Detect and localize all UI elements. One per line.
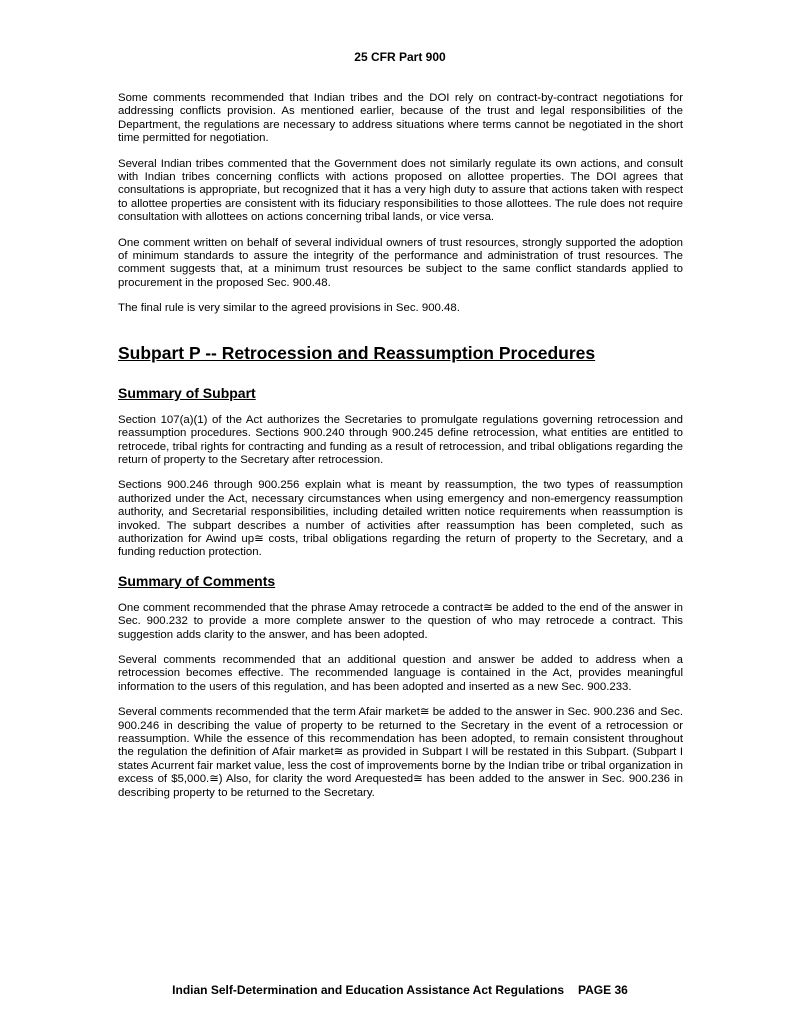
summary-of-comments-heading: Summary of Comments	[118, 572, 276, 589]
paragraph: Some comments recommended that Indian tribes and the DOI rely on contract-by-contract negotiations for addressing conflicts provision. As mentioned earlier, because of the trust and legal responsibilities of the Department, the regulations are necessary to address situations where terms cannot be negotiated in the short time permitted for negotiation.	[118, 92, 683, 145]
document-body	[118, 92, 683, 812]
page-footer	[0, 983, 800, 997]
paragraph: One comment recommended that the phrase Amay retrocede a contract≅ be added to the end of the answer in Sec. 900.232 to provide a more complete answer to the question of who may retrocede a contract. This suggestion adds clarity to the answer, and has been adopted.	[118, 601, 683, 641]
footer-title: Indian Self-Determination and Education Assistance Act Regulations	[172, 983, 565, 997]
page-number: PAGE 36	[578, 983, 628, 997]
paragraph: Section 107(a)(1) of the Act authorizes the Secretaries to promulgate regulations governing retrocession and reassumption procedures. Sections 900.240 through 900.245 define retrocession, what entities are entitled to retrocede, tribal rights for contracting and funding as a result of retrocession, and tribal obligations regarding the return of property to the Secretary after retrocession.	[118, 413, 683, 466]
page-header: 25 CFR Part 900	[354, 50, 446, 64]
paragraph: Several comments recommended that the term Afair market≅ be added to the answer in Sec. 900.236 and Sec. 900.246 in describing the value of property to be returned to the Secretary in the event of a retrocession or reassumption. While the essence of this recommendation has been adopted, to remain consistent throughout the regulation the definition of Afair market≅ as provided in Subpart I will be restated in this Subpart. (Subpart I states Acurrent fair market value, less the cost of improvements borne by the Indian tribe or tribal organization in excess of $5,000.≅) Also, for clarity the word Arequested≅ has been added to the answer in Sec. 900.236 in describing property to be returned to the Secretary.	[118, 706, 683, 799]
summary-of-subpart-heading: Summary of Subpart	[118, 384, 256, 401]
paragraph: One comment written on behalf of several individual owners of trust resources, strongly supported the adoption of minimum standards to assure the integrity of the performance and administration of trust resources. The comment suggests that, at a minimum trust resources be subject to the same conflict standards applied to procurement in the proposed Sec. 900.48.	[118, 236, 683, 289]
paragraph: Sections 900.246 through 900.256 explain what is meant by reassumption, the two types of reassumption authorized under the Act, necessary circumstances when using emergency and non-emergency reassumption authority, and Secretarial responsibilities, including detailed written notice requirements when reassumption is invoked. The subpart describes a number of activities after reassumption has been completed, such as authorization for Awind up≅ costs, tribal obligations regarding the return of property to the Secretary, and a funding reduction protection.	[118, 479, 683, 559]
paragraph: Several Indian tribes commented that the Government does not similarly regulate its own actions, and consult with Indian tribes concerning conflicts with actions proposed on allottee properties. The DOI agrees that consultations is appropriate, but recognized that it has a very high duty to assure that actions taken with respect to allottee properties are consistent with its fiduciary responsibilities to those allottees. The rule does not require consultation with allottees on actions concerning tribal lands, or vice versa.	[118, 157, 683, 224]
paragraph: The final rule is very similar to the agreed provisions in Sec. 900.48.	[118, 302, 460, 315]
paragraph: Several comments recommended that an additional question and answer be added to address when a retrocession becomes effective. The recommended language is contained in the Act, provides meaningful information to the users of this regulation, and has been adopted and inserted as a new Sec. 900.233.	[118, 653, 683, 693]
subpart-heading: Subpart P -- Retrocession and Reassumption Procedures	[118, 342, 596, 363]
